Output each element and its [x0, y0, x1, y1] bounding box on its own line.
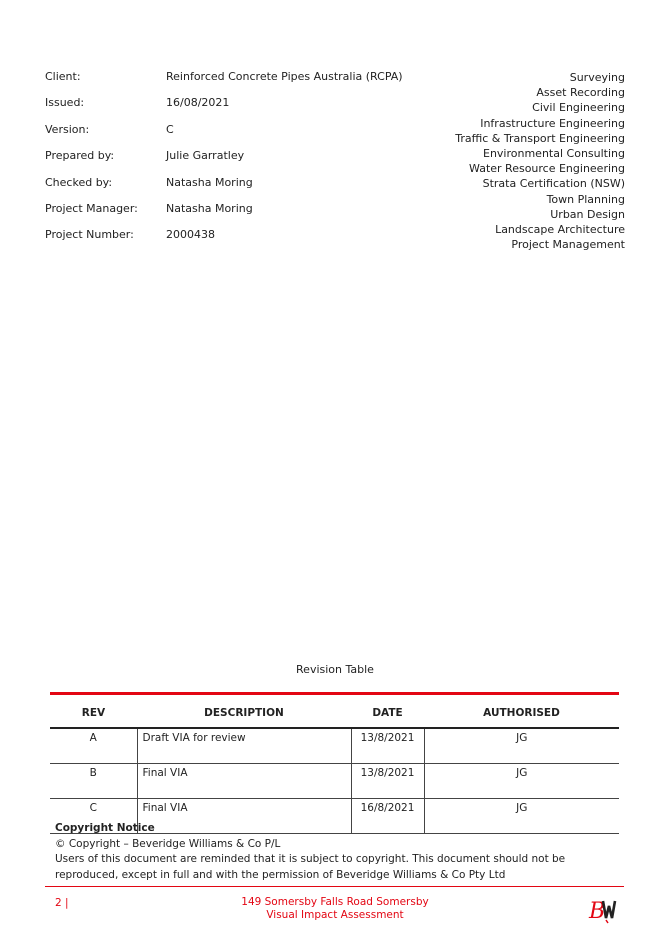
detail-value: Julie Garratley [166, 149, 245, 163]
header-description: DESCRIPTION [137, 699, 351, 728]
bw-logo [588, 894, 620, 924]
project-details [45, 70, 403, 255]
detail-label: Project Number: [45, 228, 134, 242]
cell-date: 13/8/2021 [351, 728, 424, 764]
detail-label: Version: [45, 122, 90, 136]
footer-divider [45, 886, 624, 887]
header-authorised: AUTHORISED [424, 699, 619, 728]
cell-authorised: JG [424, 799, 619, 834]
cell-rev: B [50, 764, 137, 799]
detail-row-prepared-by [45, 149, 403, 175]
detail-label: Issued: [45, 96, 85, 110]
detail-label: Prepared by: [45, 149, 115, 163]
detail-value: C [166, 122, 174, 136]
revision-table-title: Revision Table [296, 663, 374, 676]
cell-rev: A [50, 728, 137, 764]
detail-value: Natasha Moring [166, 175, 253, 189]
detail-value: 16/08/2021 [166, 96, 230, 110]
logo-letter-b: B [589, 899, 606, 924]
revision-table-divider [50, 692, 619, 695]
detail-label: Client: [45, 70, 81, 83]
service-item: Infrastructure Engineering [480, 116, 625, 130]
detail-row-version [45, 123, 403, 149]
services-list [455, 70, 625, 252]
detail-value: Reinforced Concrete Pipes Australia (RCPA) [166, 70, 403, 83]
cell-authorised: JG [424, 764, 619, 799]
service-item: Civil Engineering [532, 101, 625, 115]
cell-description: Draft VIA for review [137, 728, 351, 764]
service-item: Water Resource Engineering [469, 162, 625, 176]
cell-authorised: JG [424, 728, 619, 764]
detail-row-issued [45, 96, 403, 122]
service-item: Surveying [569, 71, 625, 84]
cell-rev: C [50, 799, 137, 834]
footer-address: 149 Somersby Falls Road Somersby [241, 896, 429, 908]
service-item: Traffic & Transport Engineering [455, 131, 625, 145]
detail-row-project-number [45, 228, 403, 254]
detail-row-client [45, 70, 403, 96]
detail-row-project-manager [45, 202, 403, 228]
revision-table [50, 699, 619, 834]
copyright-notice [55, 821, 615, 883]
service-item: Strata Certification (NSW) [482, 177, 625, 191]
logo-accent-mark [606, 920, 608, 923]
detail-row-checked-by [45, 176, 403, 202]
copyright-heading: Copyright Notice [55, 822, 155, 834]
cell-description: Final VIA [137, 799, 351, 834]
footer-title [0, 896, 670, 922]
service-item: Project Management [511, 238, 625, 252]
table-row [50, 728, 619, 764]
service-item: Town Planning [546, 192, 625, 206]
cell-description: Final VIA [137, 764, 351, 799]
detail-label: Project Manager: [45, 201, 138, 215]
table-row [50, 764, 619, 799]
header-rev: REV [50, 699, 137, 728]
page-number: 2 | [55, 897, 69, 909]
footer-doc-title: Visual Impact Assessment [266, 909, 404, 921]
cell-date: 13/8/2021 [351, 764, 424, 799]
copyright-text: Users of this document are reminded that it is subject to copyright. This document should not be reproduced, except in full and with the permission of Beveridge Williams & Co Pty Ltd [55, 853, 566, 881]
detail-value: Natasha Moring [166, 201, 253, 215]
cell-date: 16/8/2021 [351, 799, 424, 834]
service-item: Landscape Architecture [495, 223, 625, 237]
service-item: Urban Design [550, 207, 625, 221]
detail-label: Checked by: [45, 175, 113, 189]
service-item: Environmental Consulting [483, 147, 625, 161]
detail-value: 2000438 [166, 228, 215, 242]
service-item: Asset Recording [536, 86, 625, 100]
header-date: DATE [351, 699, 424, 728]
copyright-line: © Copyright – Beveridge Williams & Co P/L [55, 837, 281, 850]
revision-table-header [50, 699, 619, 728]
